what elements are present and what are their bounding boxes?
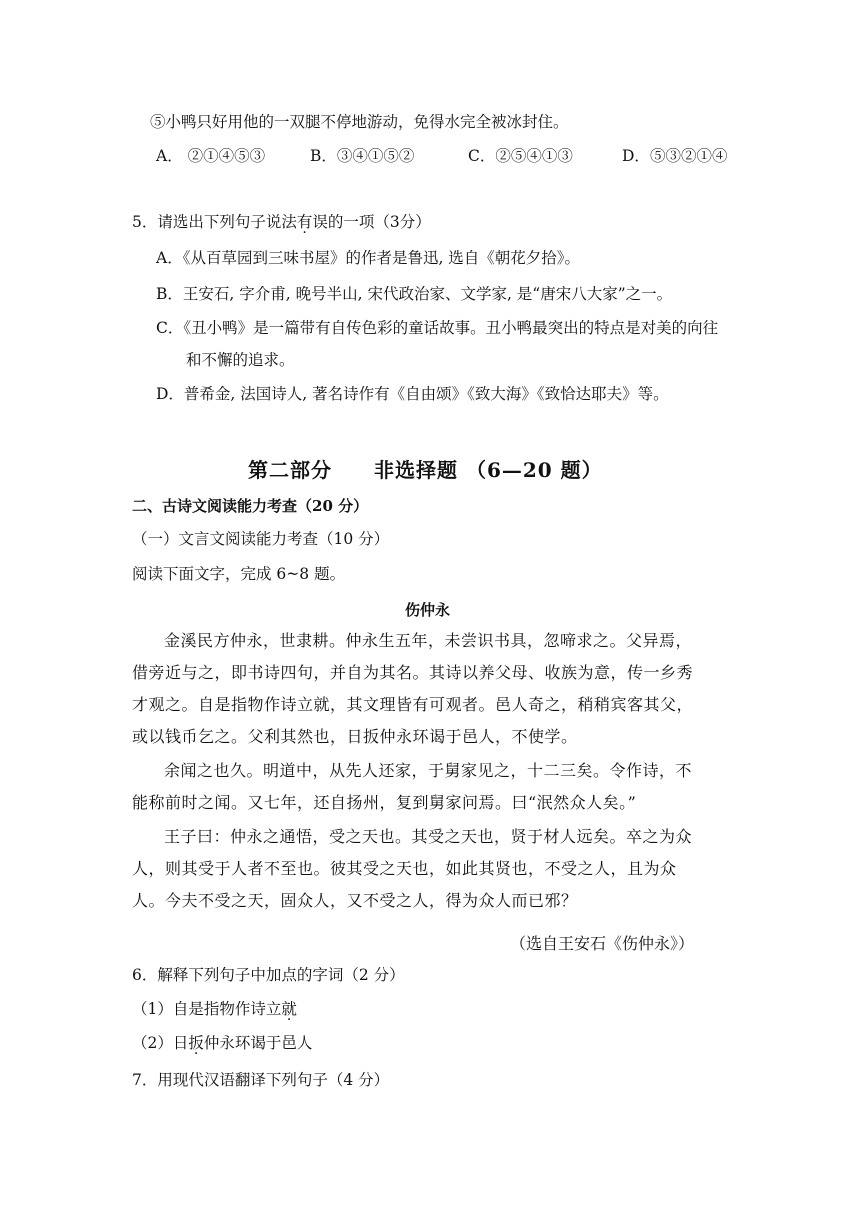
emphasis-dot-pan: 扳 — [188, 1034, 204, 1052]
section-heading: 二、古诗文阅读能力考查（20 分） — [132, 497, 369, 515]
q5-option-c-line2: 和不懈的追求。 — [186, 351, 295, 369]
passage-paragraph-2: 余闻之也久。明道中，从先人还家，于舅家见之，十二三矣。令作诗，不能称前时之闻。又七年，还自扬州，复到舅家问焉。曰“泯然众人矣。” — [132, 761, 693, 812]
q5-stem: 5．请选出下列句子说法有误的一项（3分） — [132, 213, 431, 231]
q4-option-a: A． ②①④⑤③ — [156, 147, 266, 165]
q5-option-c-line1: C．《丑小鸭》是一篇带有自传色彩的童话故事。丑小鸭最突出的特点是对美的向往 — [156, 319, 719, 337]
q5-option-b: B．王安石, 字介甫, 晚号半山, 宋代政治家、文学家, 是“唐宋八大家”之一。 — [156, 285, 673, 303]
q5-option-d: D．普希金, 法国诗人, 著名诗作有《自由颂》《致大海》《致恰达耶夫》等。 — [156, 385, 669, 403]
subsection-heading: （一）文言文阅读能力考查（10 分） — [132, 530, 390, 548]
emphasis-dot-jiu: 就 — [281, 1000, 297, 1018]
q4-item-5: ⑤小鸭只好用他的一双腿不停地游动，免得水完全被冰封住。 — [150, 113, 569, 131]
passage-title: 伤仲永 — [405, 601, 451, 619]
q6-stem: 6．解释下列句子中加点的字词（2 分） — [132, 966, 405, 984]
passage-paragraph-3: 王子曰：仲永之通悟，受之天也。其受之天也，贤于材人远矣。卒之为众人，则其受于人者不至也。彼其受之天也，如此其贤也，不受之人，且为众人。今夫不受之天，固众人，又不受之人，得为众人而已邪？ — [132, 827, 693, 910]
emphasis-dot-you: 有 — [296, 213, 313, 231]
q4-option-b: B．③④①⑤② — [310, 147, 415, 165]
part2-title: 第二部分 非选择题 （6—20 题） — [248, 458, 603, 482]
passage-source: （选自王安石《伤仲永》） — [510, 934, 695, 953]
q7-stem: 7．用现代汉语翻译下列句子（4 分） — [132, 1071, 390, 1089]
q5-option-a: A．《从百草园到三味书屋》的作者是鲁迅, 选自《朝花夕拾》。 — [156, 249, 581, 267]
reading-instruction: 阅读下面文字，完成 6~8 题。 — [132, 565, 346, 583]
q4-option-d: D．⑤③②①④ — [622, 147, 728, 165]
q6-sentence-2: （2）日扳仲永环谒于邑人 — [132, 1034, 313, 1052]
q6-sentence-1: （1）自是指物作诗立就 — [132, 1000, 297, 1018]
passage-paragraph-1: 金溪民方仲永，世隶耕。仲永生五年，未尝识书具，忽啼求之。父异焉，借旁近与之，即书诗四句，并自为其名。其诗以养父母、收族为意，传一乡秀才观之。自是指物作诗立就，其文理皆有可观者。邑人奇之，稍稍宾客其父，或以钱币乞之。父利其然也，日扳仲永环谒于邑人，不使学。 — [132, 631, 694, 746]
q4-option-c: C．②⑤④①③ — [468, 147, 573, 165]
